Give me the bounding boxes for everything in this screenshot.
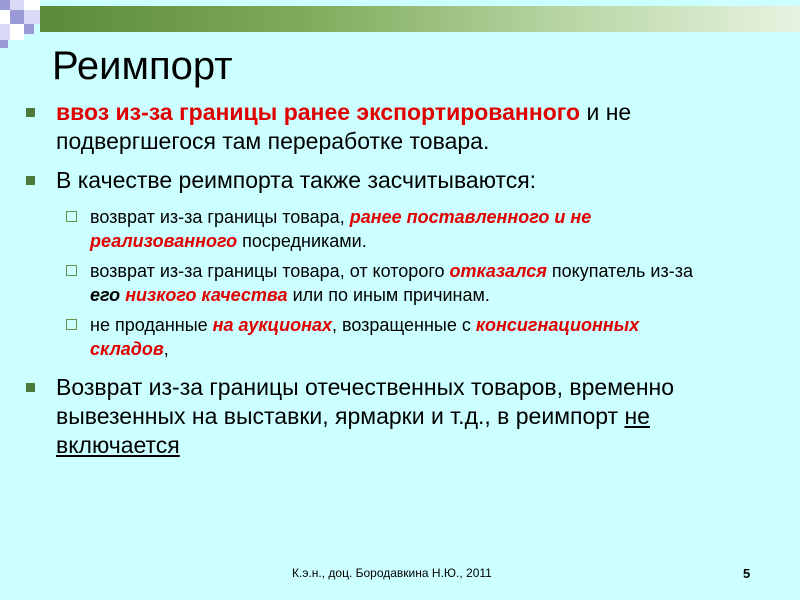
decor-square [0, 40, 8, 48]
bullet-item [22, 166, 762, 195]
slide-title: Реимпорт [52, 44, 233, 88]
decor-square [10, 10, 24, 24]
decor-square [24, 10, 40, 24]
hollow-square-bullet-icon [66, 265, 77, 276]
decor-square [0, 10, 10, 24]
bullet-text: В качестве реимпорта также засчитываются: [56, 167, 537, 193]
square-bullet-icon [26, 108, 35, 117]
sub-bullet-highlight: отказался [449, 261, 547, 281]
slide-content [22, 98, 762, 470]
bullet-text-underlined: не включается [56, 403, 650, 458]
decor-square [24, 24, 34, 34]
sub-bullet-highlight: консигнационных складов [90, 315, 640, 359]
sub-bullet-text: возврат из-за границы товара, [90, 207, 350, 227]
decor-square [24, 0, 40, 10]
bullet-text-highlight: ввоз из-за границы ранее экспортированного [56, 99, 581, 125]
sub-bullet-highlight: на аукционах [212, 315, 332, 335]
page-number: 5 [743, 566, 751, 581]
footer-author: К.э.н., доц. Бородавкина Н.Ю., 2011 [292, 566, 492, 580]
sub-bullet-text: не проданные [90, 315, 213, 335]
sub-bullet-emphasis: его [90, 285, 121, 305]
hollow-square-bullet-icon [66, 319, 77, 330]
sub-bullet-item [22, 259, 762, 307]
decor-square [0, 24, 10, 40]
bullet-text: Возврат из-за границы отечественных товаров, временно вывезенных на выставки, ярмарки и т.д., в реимпорт [56, 374, 675, 429]
sub-bullet-highlight: низкого качества [125, 285, 288, 305]
sub-bullet-text: возврат из-за границы товара, от которого [90, 261, 450, 281]
sub-bullet-highlight: ранее поставленного и не реализованного [90, 207, 592, 251]
bullet-item [22, 98, 762, 156]
sub-bullet-text: покупатель из-за [546, 261, 693, 281]
sub-bullet-text: , возращенные с [331, 315, 476, 335]
hollow-square-bullet-icon [66, 211, 77, 222]
sub-bullet-item [22, 313, 762, 361]
bullet-text: и не подвергшегося там переработке товара. [56, 99, 632, 154]
decor-square [0, 0, 10, 10]
header-gradient-bar [40, 6, 800, 32]
square-bullet-icon [26, 176, 35, 185]
sub-bullet-text: посредниками. [237, 231, 367, 251]
square-bullet-icon [26, 383, 35, 392]
sub-bullet-text: или по иным причинам. [287, 285, 490, 305]
sub-bullet-text: , [163, 339, 169, 359]
bullet-item [22, 373, 762, 460]
sub-bullet-item [22, 205, 762, 253]
decor-square [10, 0, 24, 10]
decor-square [10, 24, 24, 40]
